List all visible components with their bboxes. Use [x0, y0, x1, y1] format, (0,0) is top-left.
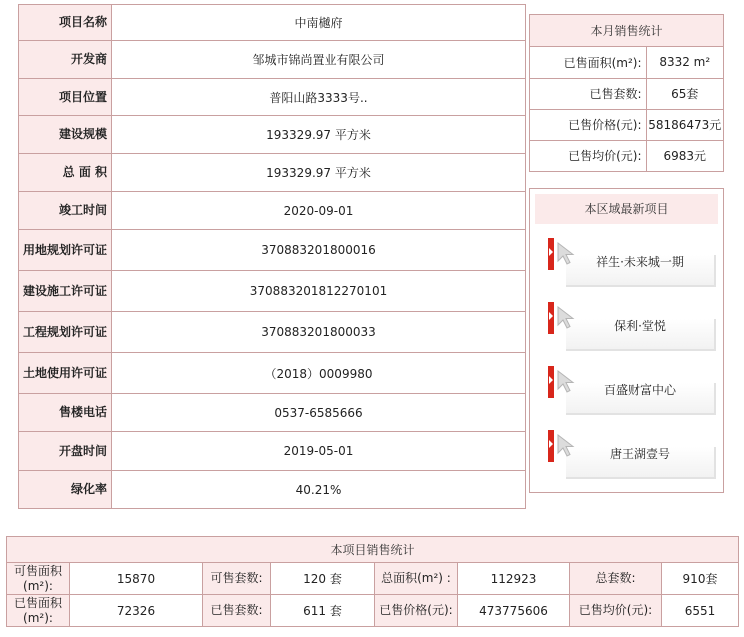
info-value: 370883201800016	[112, 230, 526, 271]
sales-label: 已售套数:	[203, 595, 271, 627]
info-value: 邹城市锦尚置业有限公司	[112, 41, 526, 79]
sales-label: 可售面积(m²):	[7, 563, 70, 595]
sales-label: 总面积(m²) :	[375, 563, 458, 595]
monthly-sales-title: 本月销售统计	[530, 15, 723, 47]
sales-label: 已售均价(元):	[570, 595, 662, 627]
region-project-name: 祥生·未来城一期	[596, 255, 684, 269]
triangle-right-icon	[549, 248, 553, 256]
monthly-value: 8332 m²	[659, 55, 711, 70]
region-project-link[interactable]	[548, 299, 718, 355]
sales-label: 总套数:	[570, 563, 662, 595]
sales-value: 6551	[662, 595, 739, 627]
region-project-link[interactable]	[548, 235, 718, 291]
info-label: 竣工时间	[19, 192, 112, 230]
info-label: 用地规划许可证	[19, 230, 112, 271]
monthly-label: 已售套数:	[530, 78, 646, 109]
info-label: 绿化率	[19, 471, 112, 509]
triangle-right-icon	[549, 376, 553, 384]
region-project-link[interactable]	[548, 363, 718, 419]
info-label: 建设施工许可证	[19, 271, 112, 312]
sales-label: 已售面积(m²):	[7, 595, 70, 627]
info-value: 193329.97 平方米	[112, 154, 526, 192]
monthly-row	[530, 109, 723, 140]
info-value: 193329.97 平方米	[112, 116, 526, 154]
monthly-label: 已售面积(m²):	[530, 47, 646, 78]
info-value: （2018）0009980	[112, 353, 526, 394]
sales-value: 15870	[70, 563, 203, 595]
info-row	[19, 41, 526, 79]
project-info-table	[18, 4, 526, 509]
monthly-row	[530, 78, 723, 109]
info-label: 项目名称	[19, 5, 112, 41]
sales-value: 611 套	[271, 595, 375, 627]
project-sales-row	[7, 595, 739, 627]
triangle-right-icon	[549, 312, 553, 320]
region-projects-panel	[529, 188, 724, 493]
info-value: 370883201800033	[112, 312, 526, 353]
info-label: 售楼电话	[19, 394, 112, 432]
info-label: 土地使用许可证	[19, 353, 112, 394]
monthly-value: 58186473元	[646, 109, 723, 140]
project-sales-row	[7, 563, 739, 595]
sales-value: 112923	[458, 563, 570, 595]
info-row	[19, 312, 526, 353]
region-project-link[interactable]	[548, 427, 718, 483]
info-value: 370883201812270101	[112, 271, 526, 312]
monthly-row	[530, 140, 723, 171]
info-label: 工程规划许可证	[19, 312, 112, 353]
sales-label: 可售套数:	[203, 563, 271, 595]
info-value: 0537-6585666	[112, 394, 526, 432]
info-row	[19, 5, 526, 41]
info-row	[19, 394, 526, 432]
info-label: 总 面 积	[19, 154, 112, 192]
info-value: 2019-05-01	[112, 432, 526, 471]
info-row	[19, 353, 526, 394]
sales-value: 473775606	[458, 595, 570, 627]
sales-label: 已售价格(元):	[375, 595, 458, 627]
region-projects-title: 本区域最新项目	[535, 194, 718, 224]
info-label: 开发商	[19, 41, 112, 79]
info-row	[19, 271, 526, 312]
info-row	[19, 192, 526, 230]
sales-value: 910套	[662, 563, 739, 595]
info-label: 建设规模	[19, 116, 112, 154]
info-value: 普阳山路3333号..	[112, 79, 526, 116]
monthly-row	[530, 47, 723, 78]
info-label: 项目位置	[19, 79, 112, 116]
info-row	[19, 79, 526, 116]
region-project-name: 保利·堂悦	[614, 319, 666, 333]
monthly-label: 已售价格(元):	[530, 109, 646, 140]
sales-value: 120 套	[271, 563, 375, 595]
info-value: 2020-09-01	[112, 192, 526, 230]
monthly-value: 65套	[646, 78, 723, 109]
monthly-sales-table	[530, 47, 723, 171]
region-project-name: 唐王湖壹号	[609, 447, 670, 461]
project-sales-title: 本项目销售统计	[7, 537, 739, 563]
info-row	[19, 230, 526, 271]
monthly-label: 已售均价(元):	[530, 140, 646, 171]
info-row	[19, 471, 526, 509]
sales-value: 72326	[70, 595, 203, 627]
info-row	[19, 154, 526, 192]
monthly-sales-panel	[529, 14, 724, 172]
project-sales-table	[6, 536, 739, 627]
info-value: 40.21%	[112, 471, 526, 509]
triangle-right-icon	[549, 440, 553, 448]
info-row	[19, 432, 526, 471]
info-value: 中南樾府	[112, 5, 526, 41]
region-project-name: 百盛财富中心	[603, 383, 676, 397]
monthly-value: 6983元	[646, 140, 723, 171]
info-row	[19, 116, 526, 154]
info-label: 开盘时间	[19, 432, 112, 471]
project-sales-header-row	[7, 537, 739, 563]
